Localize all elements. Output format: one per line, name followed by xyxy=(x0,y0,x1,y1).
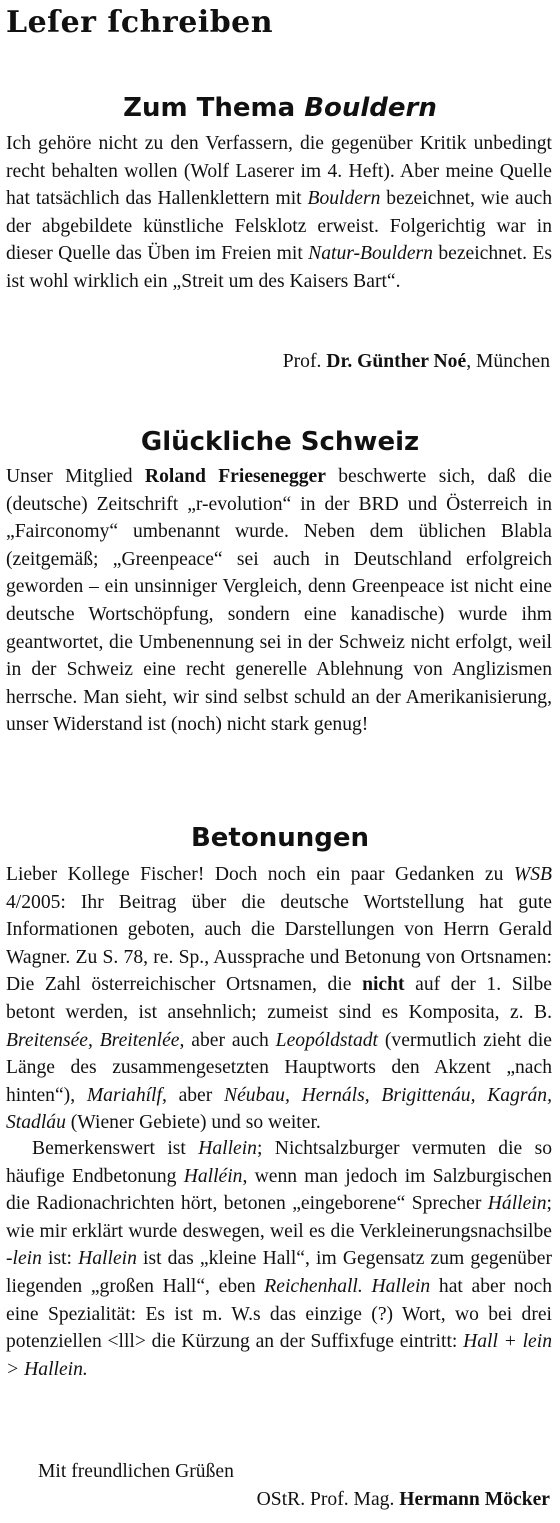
signature-title: OStR. Prof. Mag. xyxy=(256,1489,400,1510)
italic-term: Reichenhall. Hallein xyxy=(264,1275,431,1297)
italic-term: Hallein xyxy=(198,1138,257,1159)
letter-body-bouldern xyxy=(6,130,552,296)
text-run: ; wie mir erklärt wurde deswegen, weil es die Verkleinerungsnachsilbe xyxy=(6,1193,552,1242)
text-run: Bemerkenswert ist xyxy=(32,1138,199,1159)
text-run: bezeichnet. Es ist wohl wirklich ein „Streit um des Kaisers Bart“. xyxy=(6,243,552,292)
text-run: (Wiener Gebiete) und so weiter. xyxy=(65,1112,321,1134)
italic-term: Néubau, Hernáls, Brigittenáu, Kagrán, Stadláu xyxy=(6,1084,553,1134)
italic-term: Hállein xyxy=(487,1193,547,1215)
text-run: aber xyxy=(166,1084,225,1106)
bold-name: Roland Friesenegger xyxy=(144,466,326,487)
text-run: ; Nichtsalzburger vermuten die so häufige Endbetonung xyxy=(6,1138,552,1187)
italic-term: Natur-Bouldern xyxy=(308,243,433,265)
italic-term: Bouldern xyxy=(307,188,381,210)
text-run: Ich gehöre nicht zu den Verfassern, die gegenüber Kritik unbedingt recht behalten wollen (Wolf Laserer im 4. Heft). Aber meine Quelle hat tatsächlich das Hallenklettern mit xyxy=(6,133,552,210)
text-run: Lieber Kollege Fischer! Doch noch ein paar Gedanken zu xyxy=(6,864,514,885)
signature-name: Hermann Möcker xyxy=(399,1489,550,1510)
letter-heading-bouldern xyxy=(0,92,560,124)
italic-term: Breitensée, Breitenlée, xyxy=(6,1029,185,1051)
italic-term: WSB xyxy=(513,864,552,885)
text-run: bezeichnet, wie auch der abgebildete künstliche Felsklotz erweist. Folgerichtig war in dieser Quelle das Üben im Freien mit xyxy=(6,188,553,265)
text-run: aber auch xyxy=(184,1029,276,1051)
heading-italic-text: Bouldern xyxy=(304,93,437,123)
text-run: hat aber noch eine Spezialität: Es ist m. W.s das einzige (?) Wort, wo bei drei potenziellen <lll> die Kürzung an der Suffixfuge eintritt: xyxy=(6,1275,553,1353)
letter-body-betonungen-p2 xyxy=(6,1135,552,1383)
italic-term: Hall + lein > Hallein. xyxy=(6,1331,552,1380)
italic-term: Halléin xyxy=(183,1165,243,1187)
italic-term: Mariahílf, xyxy=(86,1084,167,1106)
section-masthead: Leſer ſchreiben xyxy=(6,5,274,40)
letter-heading-schweiz: Glückliche Schweiz xyxy=(140,427,420,457)
signature-place: , München xyxy=(466,351,550,372)
letter-body-schweiz xyxy=(6,463,552,739)
italic-term: Leopóldstadt xyxy=(275,1029,379,1051)
italic-term: -lein xyxy=(6,1248,42,1270)
text-run: ist das „kleine Hall“, im Gegensatz zum gegenüber liegenden „großen Hall“, eben xyxy=(6,1248,552,1297)
signature-title: Prof. xyxy=(282,351,327,372)
letter-body-betonungen-p1 xyxy=(6,861,552,1137)
text-run: beschwerte sich, daß die (deutsche) Zeitschrift „r-evolution“ in der BRD und Österreich in „Fairconomy“ umbenannt wurde. Neben dem üblichen Blabla (zeitgemäß; „Greenpeace“ sei auch in Deutschland erfolgreich geworden – ein unsinniger Vergleich, denn Greenpeace ist nicht eine deutsche Wortschöpfung, sondern eine kanadische) wurde ihm geantwortet, die Umbenennung sei in der Schweiz nicht erfolgt, weil in der Schweiz eine recht generelle Ablehnung von Anglizismen herrsche. Man sieht, wir sind selbst schuld an der Amerikanisierung, unser Widerstand ist (noch) nicht stark genug! xyxy=(6,466,553,736)
letter-signature-noe xyxy=(283,348,550,375)
text-run: ist: xyxy=(41,1248,79,1270)
text-run: 4/2005: Ihr Beitrag über die deutsche Wortstellung hat gute Informationen geboten, auch die Darstellungen von Herrn Gerald Wagner. Zu S. 78, re. Sp., Aussprache und Betonung von Ortsnamen: Die Zahl österreichischer Ortsnamen, die xyxy=(6,891,552,996)
italic-term: Hallein xyxy=(78,1248,137,1270)
text-run: Unser Mitglied xyxy=(6,466,145,487)
text-run: auf der 1. Silbe betont werden, ist ansehnlich; zumeist sind es Komposita, z. B. xyxy=(6,974,552,1023)
letter-closing: Mit freundlichen Grüßen xyxy=(38,1461,234,1482)
letter-heading-betonungen: Betonungen xyxy=(190,823,370,853)
heading-text: Zum Thema xyxy=(123,93,305,123)
signature-name: Dr. Günther Noé xyxy=(326,351,467,372)
text-run: , wenn man jedoch im Salzburgischen die Radionachrichten hört, betonen „eingeborene“ Sprecher xyxy=(6,1165,552,1215)
letter-signature-moecker xyxy=(257,1486,550,1513)
bold-term: nicht xyxy=(362,974,405,996)
text-run: (vermutlich zieht die Länge des zusammengesetzten Hauptworts den Akzent „nach hinten“), xyxy=(6,1029,552,1106)
